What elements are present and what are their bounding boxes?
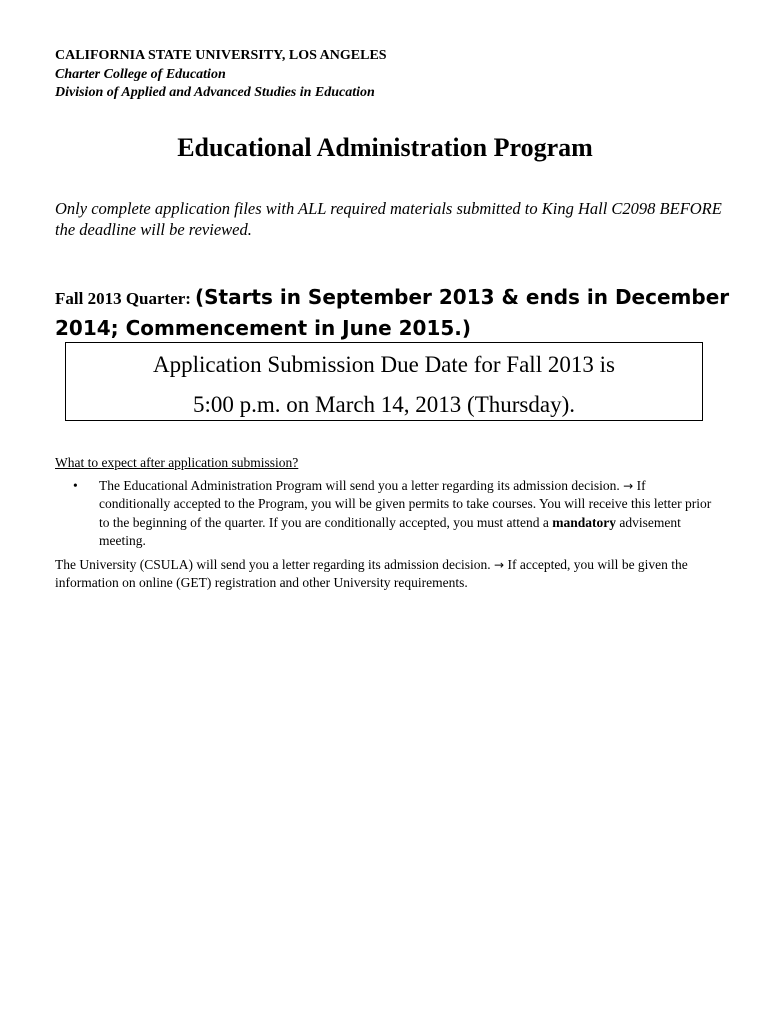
page-title: Educational Administration Program xyxy=(177,133,593,162)
expectations-list xyxy=(55,477,720,550)
document-header xyxy=(55,47,387,103)
division-name: Division of Applied and Advanced Studies in Education xyxy=(55,85,375,100)
bullet-text-1: The Educational Administration Program will send you a letter regarding its admission decision. xyxy=(99,478,620,493)
university-name: CALIFORNIA STATE UNIVERSITY, LOS ANGELES xyxy=(55,48,387,63)
paragraph-text-1: The University (CSULA) will send you a letter regarding its admission decision. xyxy=(55,557,491,572)
arrow-right-icon: → xyxy=(623,479,634,493)
arrow-right-icon: → xyxy=(494,558,505,572)
bullet-text-3: advisement meeting. xyxy=(99,514,681,548)
due-date-line-2: 5:00 p.m. on March 14, 2013 (Thursday). xyxy=(193,392,575,417)
submission-notice: Only complete application files with ALL required materials submitted to King Hall C2098 BEFORE the deadline will be reviewed. xyxy=(55,199,722,239)
due-date-box xyxy=(65,342,703,421)
quarter-label: Fall 2013 Quarter: xyxy=(55,289,191,308)
paragraph-text-2: If accepted, you will be given the information on online (GET) registration and other University requirements. xyxy=(55,557,688,591)
expectations-heading: What to expect after application submission? xyxy=(55,455,299,470)
bullet-text-2: If conditionally accepted to the Program, you will be given permits to take courses. You will receive this letter prior to the beginning of the quarter. If you are conditionally accepted, you must attend a xyxy=(99,478,712,530)
due-date-line-1: Application Submission Due Date for Fall 2013 is xyxy=(153,352,615,377)
mandatory-emphasis: mandatory xyxy=(552,514,616,530)
bullet-icon: • xyxy=(73,478,78,493)
list-item xyxy=(55,477,720,550)
college-name: Charter College of Education xyxy=(55,66,226,82)
quarter-detail: (Starts in September 2013 & ends in December 2014; Commencement in June 2015.) xyxy=(55,285,730,340)
quarter-info xyxy=(55,283,745,345)
university-paragraph xyxy=(55,556,720,593)
